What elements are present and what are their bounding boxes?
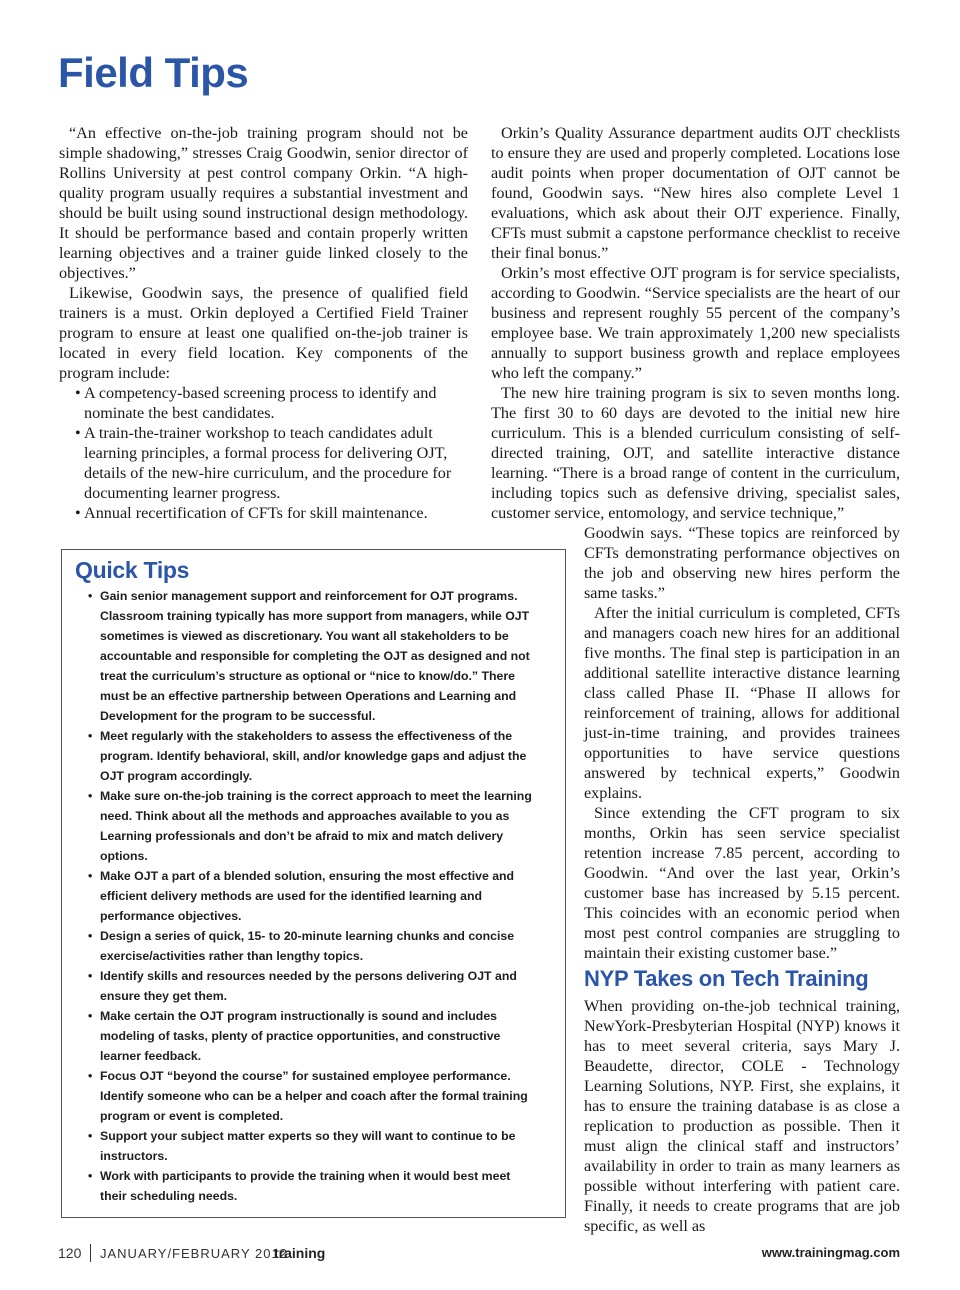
paragraph: Orkin’s most effective OJT program is for service specialists, according to Goodwin. “Service specialists are the heart of our business and represent roughly 55 percent of the company’s employee base. We train approximately 1,200 new specialists annually to support business growth and replace employees who left the company.” (491, 264, 900, 382)
bullet-icon: • (88, 589, 93, 603)
list-item: • Focus OJT “beyond the course” for sustained employee performance. Identify someone who can be a helper and coach after the formal training program or event is completed. (88, 1066, 533, 1126)
left-column (59, 123, 468, 523)
page-number: 120 (58, 1245, 82, 1261)
list-item: • Make certain the OJT program instructionally is sound and includes modeling of tasks, plenty of practice opportunities, and constructive learner feedback. (88, 1006, 533, 1066)
paragraph: After the initial curriculum is completed, CFTs and managers coach new hires for an additional five months. The final step is participation in an additional satellite interactive distance learning class called Phase II. “Phase II allows for reinforcement of training, allows for additional just-in-time training, and provides trainees opportunities to have service questions answered by technical experts,” Goodwin explains. (584, 604, 900, 802)
bullet-icon: • (88, 969, 93, 983)
list-item: • A competency-based screening process to identify and nominate the best candidates. (75, 384, 437, 422)
bullet-icon: • (88, 789, 93, 803)
bullet-icon: • (88, 869, 93, 883)
bullet-icon: • (88, 1169, 93, 1183)
footer-divider (90, 1244, 91, 1262)
page-title: Field Tips (58, 49, 249, 96)
paragraph: Orkin’s Quality Assurance department audits OJT checklists to ensure they are used and properly completed. Locations lose audit points when proper documentation of OJT cannot be found, Goodwin says. “New hires also complete Level 1 evaluations, which ask about their OJT experience. Finally, CFTs must submit a capstone performance checklist to receive their final bonus.” (491, 124, 900, 262)
list-item: • Identify skills and resources needed by the persons delivering OJT and ensure they get them. (88, 966, 533, 1006)
paragraph: Likewise, Goodwin says, the presence of qualified field trainers is a must. Orkin deployed a Certified Field Trainer program to ensure at least one qualified on-the-job trainer is located in every field location. Key components of the program include: (59, 284, 468, 382)
bullet-icon: • (88, 929, 93, 943)
list-item: • Meet regularly with the stakeholders to assess the effectiveness of the program. Identify behavioral, skill, and/or knowledge gaps and adjust the OJT program accordingly. (88, 726, 533, 786)
bullet-icon: • (88, 1069, 93, 1083)
issue-date: JANUARY/FEBRUARY 2012 (100, 1246, 288, 1261)
list-item: • Gain senior management support and reinforcement for OJT programs. Classroom training typically has more support from managers, while OJT sometimes is viewed as discretionary. You want all stakeholders to be accountable and responsible for completing the OJT as designed and not treat the curriculum’s structure as optional or “nice to know/do.” There must be an effective partnership between Operations and Learning and Development for the program to be successful. (88, 586, 533, 726)
components-list (59, 383, 468, 523)
list-item: • Annual recertification of CFTs for skill maintenance. (75, 504, 428, 522)
bullet-icon: • (75, 504, 81, 522)
list-item: • Make sure on-the-job training is the correct approach to meet the learning need. Think about all the methods and approaches available to you as Learning professionals and don’t be afraid to mix and match delivery options. (88, 786, 533, 866)
paragraph-continuation: Goodwin says. “These topics are reinforced by CFTs demonstrating performance objectives on the job and observing new hires perform the same tasks.” (584, 524, 900, 602)
bullet-icon: • (88, 1009, 93, 1023)
right-column-top (491, 123, 900, 523)
right-column-bottom (584, 523, 900, 1236)
list-item: • Support your subject matter experts so they will want to continue to be instructors. (88, 1126, 533, 1166)
website-link[interactable]: www.trainingmag.com (761, 1245, 900, 1260)
list-item: • Work with participants to provide the training when it would best meet their scheduling needs. (88, 1166, 533, 1206)
page-footer (58, 1245, 900, 1267)
paragraph: When providing on-the-job technical training, NewYork-Presbyterian Hospital (NYP) knows it has to meet several criteria, says Mary J. Beaudette, director, COLE - Technology Learning Solutions, NYP. First, she explains, it has to ensure the training database is as close a replication to production as possible. Then it must align the clinical staff and instructors’ availability in order to train as many learners as possible without interfering with patient care. Finally, it needs to create programs that are job specific, as well as (584, 997, 900, 1235)
bullet-icon: • (88, 1129, 93, 1143)
bullet-icon: • (75, 384, 81, 402)
quick-tips-title: Quick Tips (75, 557, 190, 583)
bullet-icon: • (88, 729, 93, 743)
quick-tips-list (88, 586, 533, 1206)
magazine-brand: training (274, 1245, 326, 1261)
list-item: • Design a series of quick, 15- to 20-minute learning chunks and concise exercise/activities rather than lengthy topics. (88, 926, 533, 966)
list-item: • A train-the-trainer workshop to teach candidates adult learning principles, a formal process for delivering OJT, details of the new-hire curriculum, and the procedure for documenting learner progress. (75, 424, 452, 502)
paragraph: The new hire training program is six to seven months long. The first 30 to 60 days are devoted to the initial new hire curriculum. This is a blended curriculum consisting of self-directed training, OJT, and satellite interactive distance learning. “There is a broad range of content in the curriculum, including topics such as defensive driving, specialist sales, customer service, entomology, and service technique,” (491, 384, 900, 522)
quick-tips-box (61, 549, 566, 1218)
paragraph: “An effective on-the-job training program should not be simple shadowing,” stresses Craig Goodwin, senior director of Rollins University at pest control company Orkin. “A high-quality program usually requires a substantial investment and should be built using sound instructional design methodology. It should be performance based and contain properly written learning objectives and a trainer guide linked closely to the objectives.” (59, 124, 468, 282)
paragraph: Since extending the CFT program to six months, Orkin has seen service specialist retention increase 7.85 percent, according to Goodwin. “And over the last year, Orkin’s customer base has increased by 5.15 percent. This coincides with an economic period when most pest control companies are struggling to maintain their existing customer base.” (584, 804, 900, 962)
bullet-icon: • (75, 424, 81, 442)
section-heading: NYP Takes on Tech Training (584, 966, 869, 991)
list-item: • Make OJT a part of a blended solution, ensuring the most effective and efficient delivery methods are used for the identified learning and performance objectives. (88, 866, 533, 926)
